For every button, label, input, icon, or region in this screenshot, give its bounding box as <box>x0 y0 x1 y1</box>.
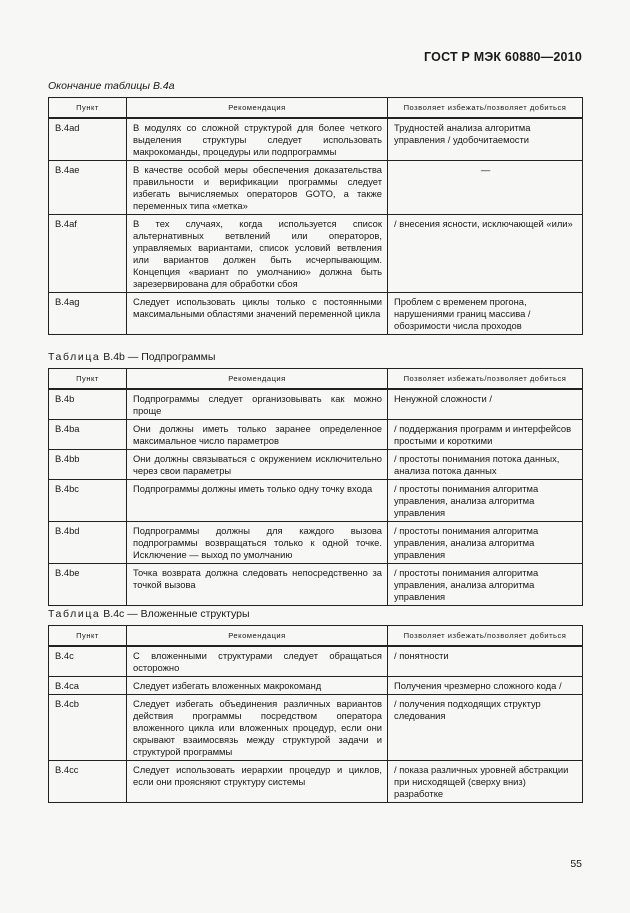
item-cell: В.4bb <box>49 450 127 480</box>
item-cell: В.4b <box>49 389 127 420</box>
item-cell: В.4сb <box>49 695 127 761</box>
table-row <box>49 564 583 606</box>
column-header-benefit: Позволяет избежать/позволяет добиться <box>388 626 583 647</box>
recommendation-cell: В качестве особой меры обеспечения доказательства правильности и верификации программы следует избегать вычисляемых операторов GOTO, а также переменных типа «метка» <box>127 161 388 215</box>
benefit-cell: / внесения ясности, исключающей «или» <box>388 215 583 293</box>
item-cell: В.4bd <box>49 522 127 564</box>
item-cell: В.4ad <box>49 118 127 161</box>
table-caption <box>48 351 582 363</box>
table-caption <box>48 608 582 620</box>
caption-title: В.4с — Вложенные структуры <box>100 608 250 620</box>
table-row <box>49 480 583 522</box>
column-header-benefit: Позволяет избежать/позволяет добиться <box>388 98 583 119</box>
document-header: ГОСТ Р МЭК 60880—2010 <box>424 50 582 64</box>
benefit-cell: — <box>388 161 583 215</box>
recommendations-table <box>48 97 583 335</box>
table-row <box>49 293 583 335</box>
table-row <box>49 695 583 761</box>
item-cell: В.4сс <box>49 761 127 803</box>
recommendation-cell: Они должны иметь только заранее определенное максимальное число параметров <box>127 420 388 450</box>
benefit-cell: / простоты понимания алгоритма управления, анализа алгоритма управления <box>388 480 583 522</box>
table-row <box>49 420 583 450</box>
benefit-cell: / понятности <box>388 646 583 677</box>
item-cell: В.4ba <box>49 420 127 450</box>
item-cell: В.4af <box>49 215 127 293</box>
table-row <box>49 389 583 420</box>
benefit-cell: / простоты понимания алгоритма управления, анализа алгоритма управления <box>388 564 583 606</box>
table-section-b4b <box>48 351 582 606</box>
table-row <box>49 522 583 564</box>
column-header-item: Пункт <box>49 98 127 119</box>
table-row <box>49 450 583 480</box>
benefit-cell: Получения чрезмерно сложного кода / <box>388 677 583 695</box>
recommendation-cell: Подпрограммы должны иметь только одну точку входа <box>127 480 388 522</box>
benefit-cell: / получения подходящих структур следования <box>388 695 583 761</box>
table-row <box>49 761 583 803</box>
column-header-item: Пункт <box>49 369 127 390</box>
table-row <box>49 118 583 161</box>
recommendation-cell: Они должны связываться с окружением исключительно через свои параметры <box>127 450 388 480</box>
page-number: 55 <box>570 858 582 870</box>
caption-label: Таблица <box>48 608 101 620</box>
recommendations-table <box>48 368 583 606</box>
benefit-cell: / поддержания программ и интерфейсов простыми и короткими <box>388 420 583 450</box>
item-cell: В.4be <box>49 564 127 606</box>
recommendation-cell: В модулях со сложной структурой для более четкого выделения структуры следует использовать макрокоманды, процедуры или подпрограммы <box>127 118 388 161</box>
column-header-recommendation: Рекомендация <box>127 98 388 119</box>
recommendation-cell: Следует использовать циклы только с постоянными максимальными областями значений переменной цикла <box>127 293 388 335</box>
benefit-cell: Проблем с временем прогона, нарушениями границ массива / обозримости числа проходов <box>388 293 583 335</box>
table-section-b4a <box>48 80 582 335</box>
column-header-benefit: Позволяет избежать/позволяет добиться <box>388 369 583 390</box>
table-row <box>49 161 583 215</box>
recommendation-cell: С вложенными структурами следует обращаться осторожно <box>127 646 388 677</box>
benefit-cell: Трудностей анализа алгоритма управления / удобочитаемости <box>388 118 583 161</box>
table-row <box>49 646 583 677</box>
item-cell: В.4ag <box>49 293 127 335</box>
column-header-recommendation: Рекомендация <box>127 369 388 390</box>
benefit-cell: Ненужной сложности / <box>388 389 583 420</box>
recommendation-cell: Следует избегать объединения различных вариантов действия программы посредством оператора вложенного цикла или вложенных процедур, если они скрывают взаимосвязь между структурой задачи и структурой программы <box>127 695 388 761</box>
table-section-b4c <box>48 608 582 803</box>
recommendation-cell: Точка возврата должна следовать непосредственно за точкой вызова <box>127 564 388 606</box>
recommendation-cell: Подпрограммы следует организовывать как можно проще <box>127 389 388 420</box>
table-row <box>49 677 583 695</box>
recommendation-cell: В тех случаях, когда используется список альтернативных ветвлений или операторов, управляемых вариантами, список условий ветвления или вариантов должен быть исчерпывающим. Концепция «вариант по умолчанию» должна быть зарезервирована для обработки сбоя <box>127 215 388 293</box>
item-cell: В.4са <box>49 677 127 695</box>
table-row <box>49 215 583 293</box>
recommendations-table <box>48 625 583 803</box>
table-caption: Окончание таблицы В.4а <box>48 80 175 92</box>
item-cell: В.4ae <box>49 161 127 215</box>
benefit-cell: / простоты понимания потока данных, анализа потока данных <box>388 450 583 480</box>
benefit-cell: / простоты понимания алгоритма управления, анализа алгоритма управления <box>388 522 583 564</box>
column-header-item: Пункт <box>49 626 127 647</box>
recommendation-cell: Следует использовать иерархии процедур и циклов, если они проясняют структуру системы <box>127 761 388 803</box>
item-cell: В.4bc <box>49 480 127 522</box>
benefit-cell: / показа различных уровней абстракции при нисходящей (сверху вниз) разработке <box>388 761 583 803</box>
caption-title: В.4b — Подпрограммы <box>100 351 216 363</box>
recommendation-cell: Подпрограммы должны для каждого вызова подпрограммы возвращаться только к одной точке. Исключение — выход по умолчанию <box>127 522 388 564</box>
item-cell: В.4с <box>49 646 127 677</box>
column-header-recommendation: Рекомендация <box>127 626 388 647</box>
recommendation-cell: Следует избегать вложенных макрокоманд <box>127 677 388 695</box>
caption-label: Таблица <box>48 351 101 363</box>
